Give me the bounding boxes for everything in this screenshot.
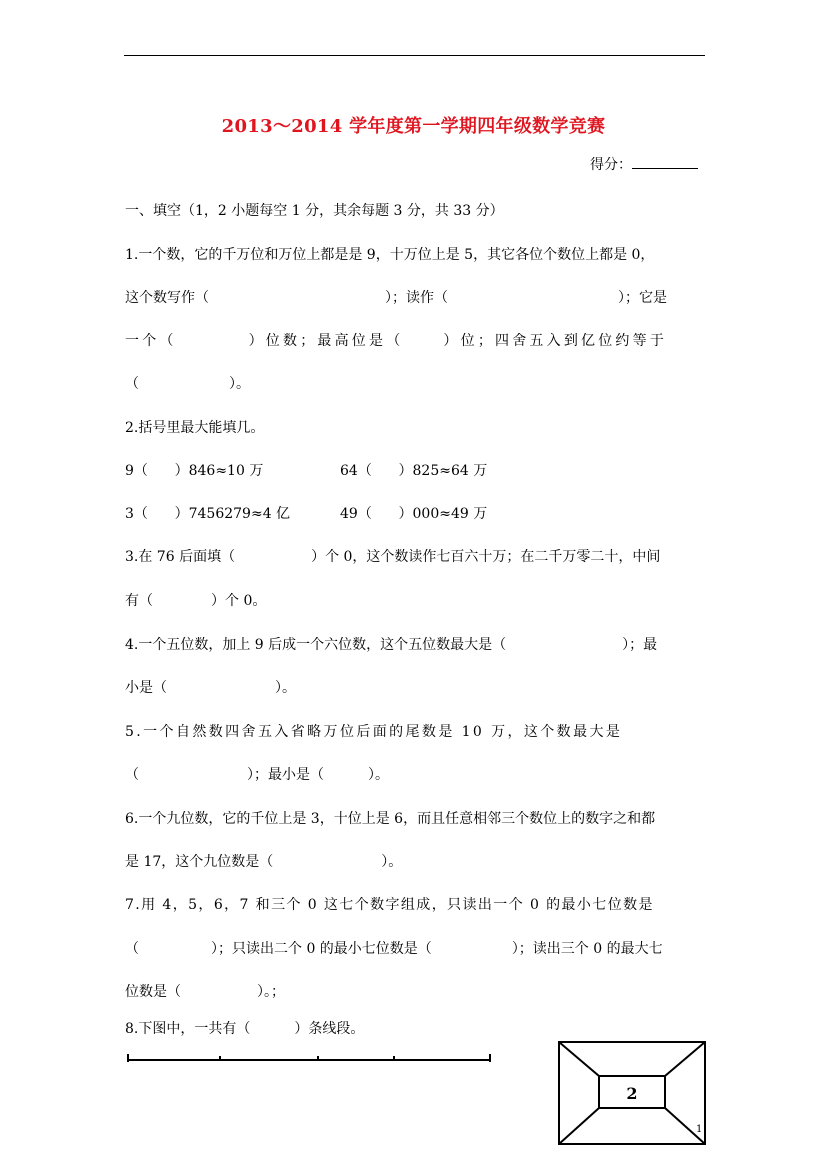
q7-open: （ — [125, 941, 139, 957]
q1-round-label: ）位；四舍五入到亿位约等于 — [443, 333, 668, 349]
q3-label: 3.在 76 后面填（ — [125, 549, 236, 565]
q1-read-label: ）；读作（ — [385, 290, 448, 306]
q1-line1: 1.一个数，它的千万位和万位上都是是 9，十万位上是 5，其它各位个数位上都是 0， — [125, 247, 655, 263]
page-number: 1 — [696, 1124, 703, 1135]
q8-label: 8.下图中，一共有（ — [125, 1021, 251, 1037]
header-rule — [124, 55, 705, 56]
q2-item-a1: 9（ ）846≈10 万 — [125, 463, 264, 479]
q6-close: ）。 — [381, 854, 403, 870]
q7-line1: 7.用 4，5，6，7 和三个 0 这七个数字组成，只读出一个 0 的最小七位数是 — [125, 897, 654, 913]
q4-line2 — [125, 677, 296, 697]
q7-three-zero-label: ）；读出三个 0 的最大七 — [511, 941, 663, 957]
diagonal-line — [665, 1042, 705, 1076]
score-field — [590, 154, 698, 174]
q3-tail2: ）个 0。 — [211, 593, 267, 609]
score-blank[interactable] — [632, 155, 698, 169]
q1-line4 — [125, 373, 250, 393]
q4-line1 — [125, 634, 657, 654]
q7-close: ）。； — [257, 984, 285, 1000]
q7-line3 — [125, 981, 285, 1001]
q1-line2 — [125, 287, 667, 307]
q1-write-label: 这个数写作（ — [125, 290, 209, 306]
q6-label: 是 17，这个九位数是（ — [125, 854, 274, 870]
q3-line2 — [125, 590, 266, 610]
q4-tail2: ）。 — [275, 680, 296, 696]
q4-label2: 小是（ — [125, 680, 167, 696]
q8-line1 — [125, 1018, 364, 1038]
q2-item-a2: 64（ ）825≈64 万 — [340, 463, 488, 479]
q7-two-zero-label: ）；只读出二个 0 的最小七位数是（ — [211, 941, 432, 957]
q6-line1: 6.一个九位数，它的千位上是 3，十位上是 6，而且任意相邻三个数位上的数字之和都 — [125, 811, 656, 827]
box-number: 2 — [626, 1084, 638, 1103]
q1-digits-label: 一个（ — [125, 333, 177, 349]
q4-tail: ）；最 — [622, 637, 658, 653]
q5-min-label: ）；最小是（ — [247, 767, 324, 783]
q2-line1: 2.括号里最大能填几。 — [125, 420, 265, 436]
q5-open: （ — [125, 767, 139, 783]
q2-item-b1: 3（ ）7456279≈4 亿 — [125, 506, 291, 522]
q8-tail: ）条线段。 — [294, 1021, 365, 1037]
q5-line2 — [125, 764, 389, 784]
box-figure — [555, 1038, 710, 1148]
q3-line1 — [125, 546, 660, 566]
q1-close-paren: ）。 — [229, 376, 250, 392]
diagonal-line — [559, 1042, 599, 1076]
q1-tail: ）；它是 — [618, 290, 667, 306]
segment-figure — [120, 1048, 510, 1068]
q1-highest-label: ）位数；最高位是（ — [248, 333, 404, 349]
q2-item-b2: 49（ ）000≈49 万 — [340, 506, 488, 522]
q3-label2: 有（ — [125, 593, 153, 609]
diagonal-line — [559, 1108, 599, 1144]
q1-line3 — [125, 330, 667, 350]
exam-title: 2013～2014 学年度第一学期四年级数学竞赛 — [221, 116, 606, 137]
q6-line2 — [125, 851, 402, 871]
q3-tail: ）个 0，这个数读作七百六十万；在二千万零二十，中间 — [311, 549, 661, 565]
q7-label3: 位数是（ — [125, 984, 181, 1000]
q5-close: ）。 — [368, 767, 389, 783]
q5-line1: 5.一个自然数四舍五入省略万位后面的尾数是 10 万，这个数最大是 — [125, 724, 623, 740]
section-heading: 一、填空（1，2 小题每空 1 分，其余每题 3 分，共 33 分） — [125, 203, 504, 219]
score-label: 得分： — [590, 157, 632, 173]
q7-line2 — [125, 938, 663, 958]
q1-open-paren: （ — [125, 376, 139, 392]
q4-label: 4.一个五位数，加上 9 后成一个六位数，这个五位数最大是（ — [125, 637, 507, 653]
